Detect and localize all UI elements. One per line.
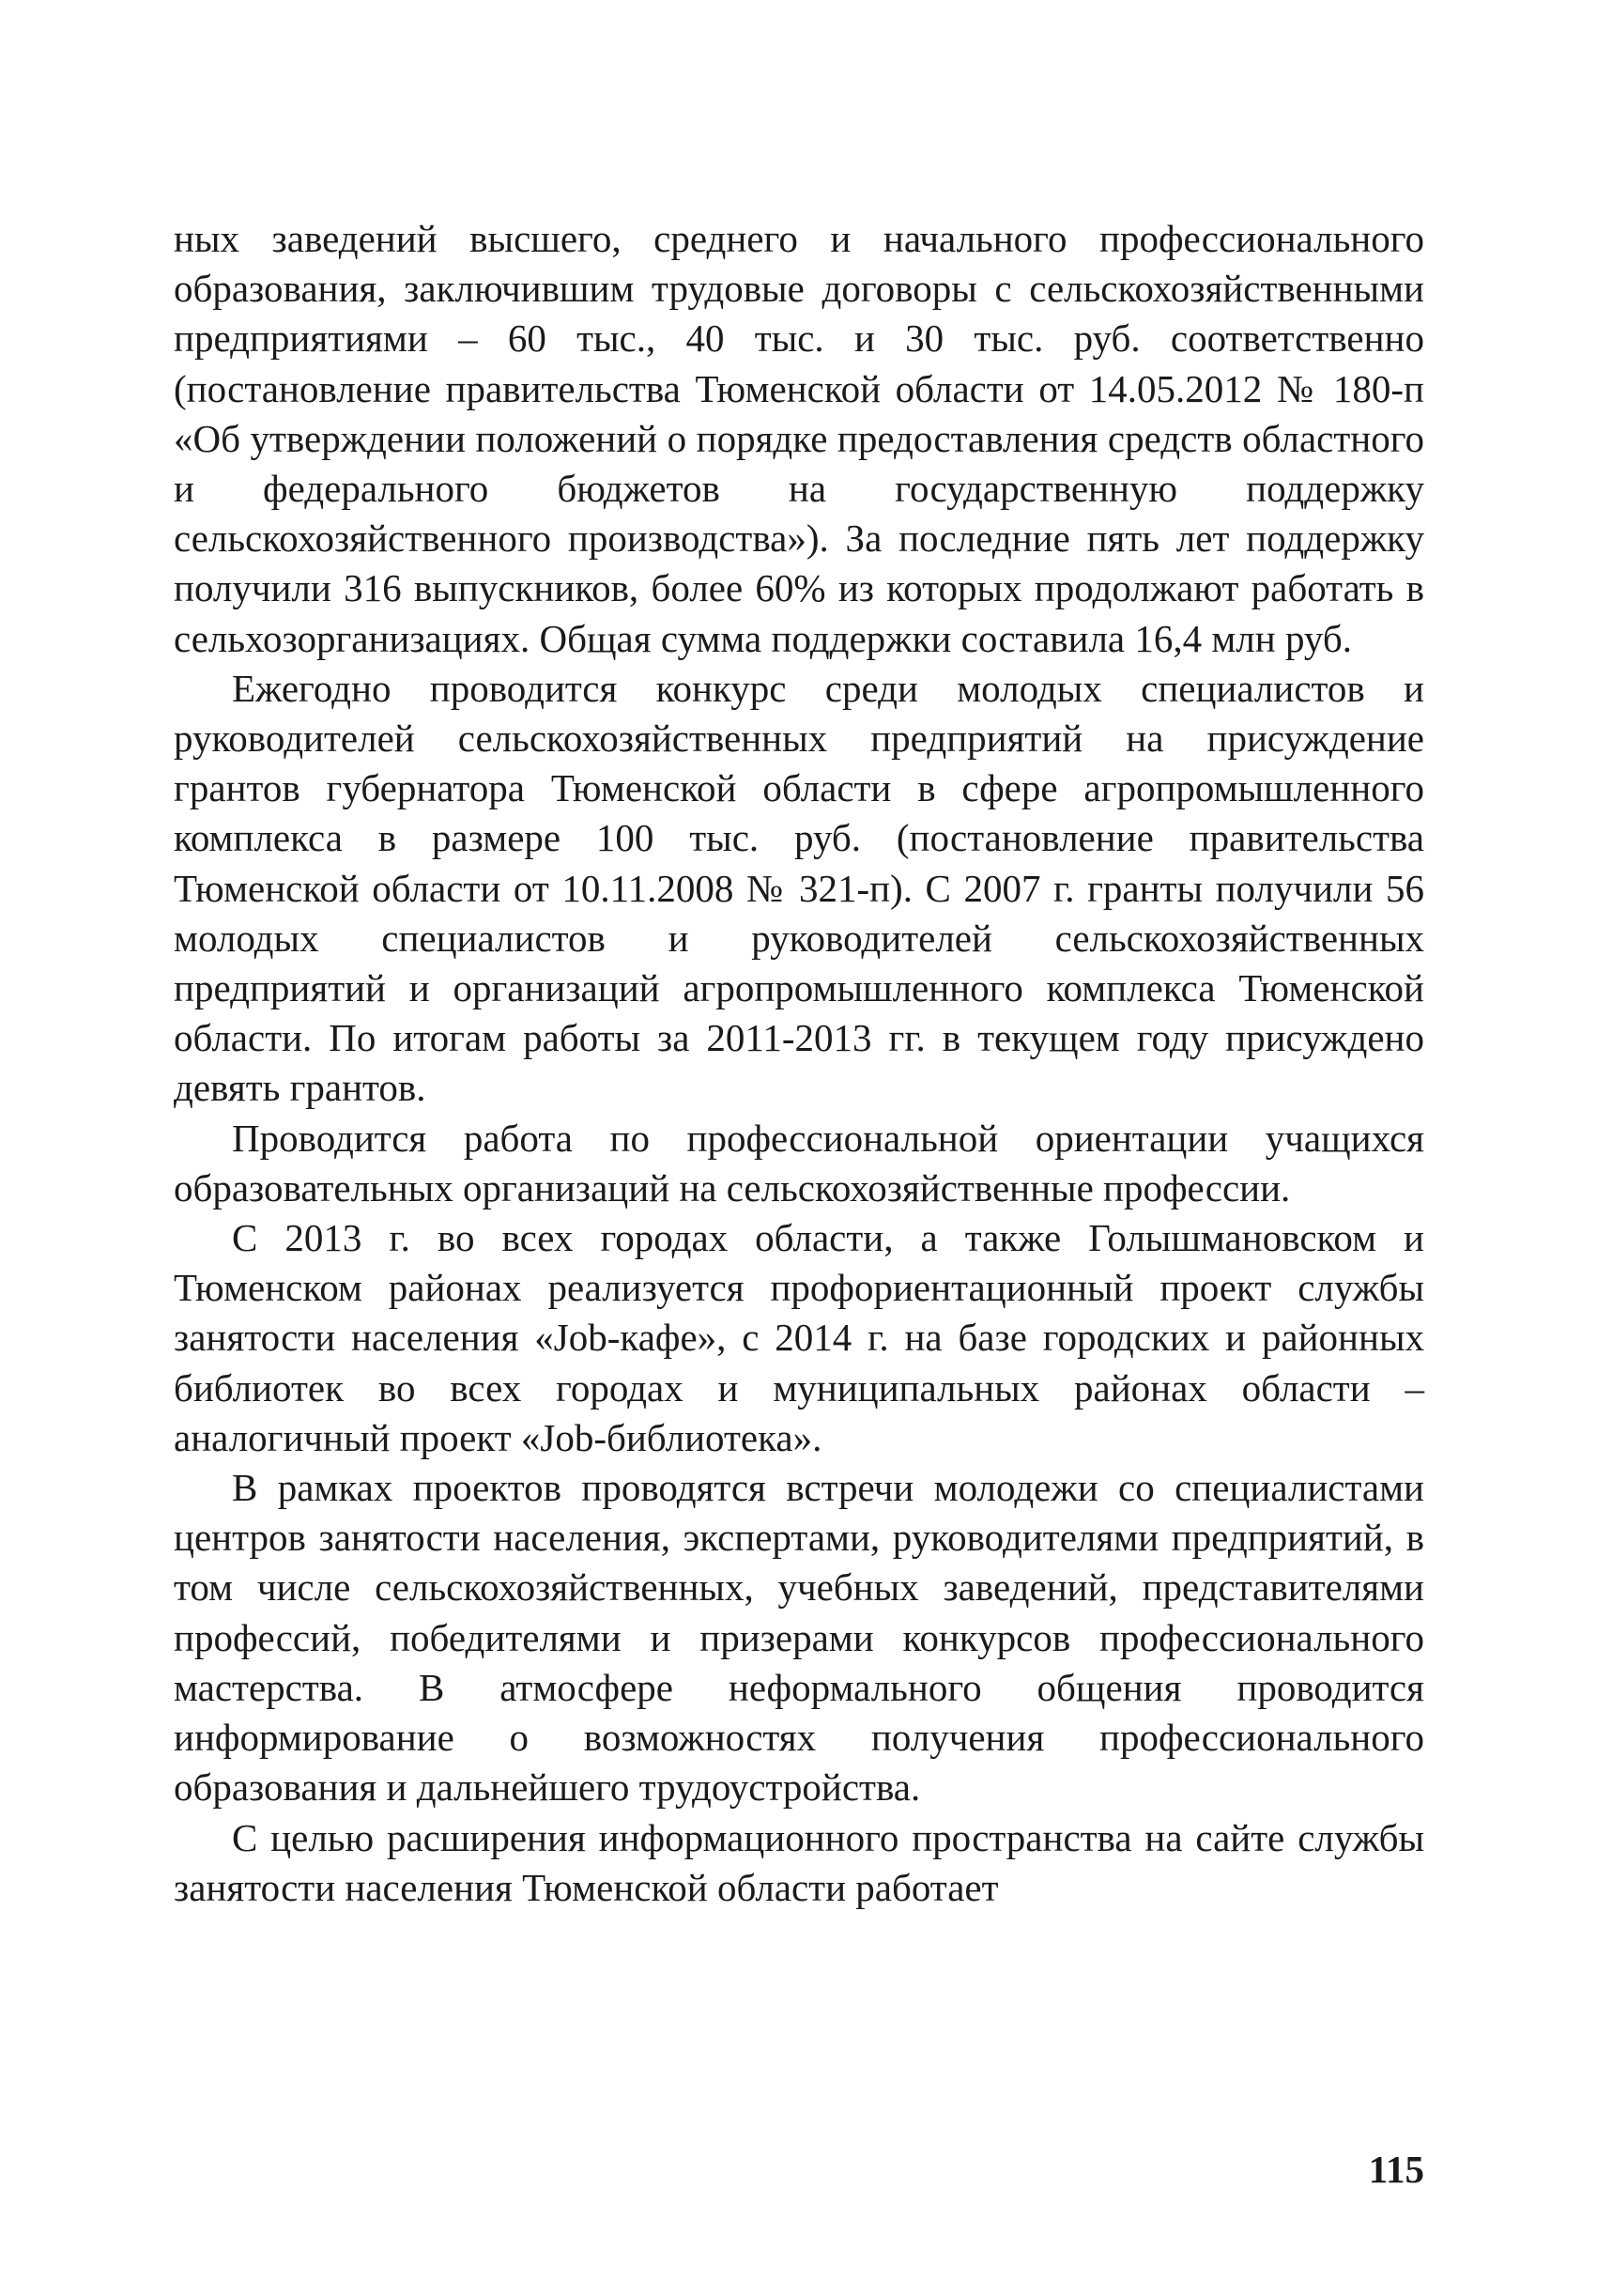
page-number: 115 xyxy=(1368,2148,1424,2191)
paragraph: С 2013 г. во всех городах области, а также Голышмановском и Тюменском районах реализуется профориентационный проект службы занятости населения «Job-кафе», с 2014 г. на базе городских и районных библиотек во всех городах и муниципальных районах области – аналогичный проект «Job-библиотека». xyxy=(174,1216,1424,1459)
paragraph: С целью расширения информационного пространства на сайте службы занятости населения Тюменской области работает xyxy=(174,1815,1424,1909)
paragraph: Ежегодно проводится конкурс среди молодых специалистов и руководителей сельскохозяйственных предприятий на присуждение грантов губернатора Тюменской области в сфере агропромышленного комплекса в размере 100 тыс. руб. (постановление правительства Тюменской области от 10.11.2008 № 321-п). С 2007 г. гранты получили 56 молодых специалистов и руководителей сельскохозяйственных предприятий и организаций агропромышленного комплекса Тюменской области. По итогам работы за 2011-2013 гг. в текущем году присуждено девять грантов. xyxy=(174,666,1424,1110)
paragraph: Проводится работа по профессиональной ориентации учащихся образовательных организаций на сельскохозяйственные профессии. xyxy=(174,1116,1424,1210)
paragraph-continuation: ных заведений высшего, среднего и начального профессионального образования, заключившим трудовые договоры с сельскохозяйственными предприятиями – 60 тыс., 40 тыс. и 30 тыс. руб. соответственно (постановление правительства Тюменской области от 14.05.2012 № 180-п «Об утверждении положений о порядке предоставления средств областного и федерального бюджетов на государственную поддержку сельскохозяйственного производства»). За последние пять лет поддержку получили 316 выпускников, более 60% из которых продолжают работать в сельхозорганизациях. Общая сумма поддержки составила 16,4 млн руб. xyxy=(174,217,1424,660)
paragraph: В рамках проектов проводятся встречи молодежи со специалистами центров занятости населения, экспертами, руководителями предприятий, в том числе сельскохозяйственных, учебных заведений, представителями профессий, победителями и призерами конкурсов профессионального мастерства. В атмосфере неформального общения проводится информирование о возможностях получения профессионального образования и дальнейшего трудоустройства. xyxy=(174,1466,1424,1810)
body-text xyxy=(174,214,1424,1913)
